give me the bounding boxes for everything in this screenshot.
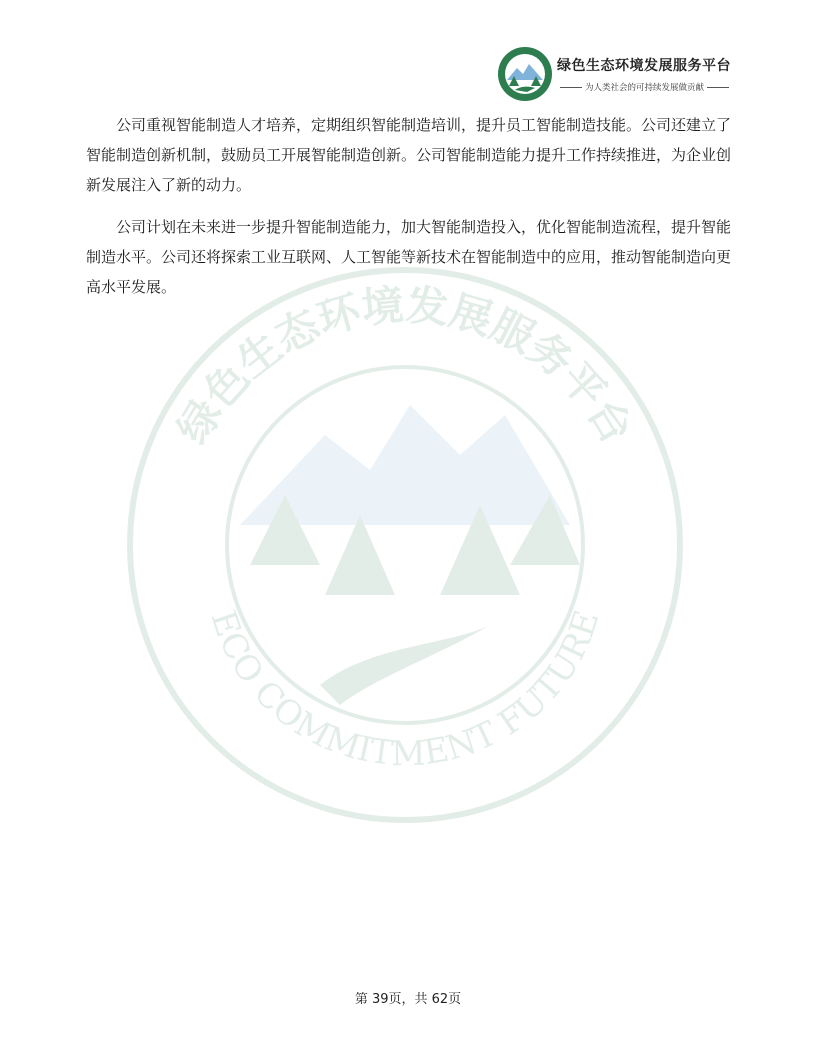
- page-header: [497, 46, 732, 102]
- page-number: 第 39页，共 62页: [354, 992, 462, 1007]
- document-body: [86, 110, 731, 314]
- brand-title: 绿色生态环境发展服务平台: [556, 58, 731, 74]
- divider: [560, 87, 582, 88]
- platform-logo-icon: [497, 46, 553, 102]
- watermark-emblem: [110, 265, 700, 825]
- paragraph: 公司重视智能制造人才培养，定期组织智能制造培训，提升员工智能制造技能。公司还建立了智能制造创新机制，鼓励员工开展智能制造创新。公司智能制造能力提升工作持续推进，为企业创新发展注入了新的动力。: [86, 116, 732, 194]
- svg-text:ECO COMMITMENT FUTURE: [203, 606, 608, 774]
- brand-subtitle: [557, 81, 732, 93]
- watermark-cn-text: 绿色生态环境发展服务平台: [168, 280, 642, 452]
- brand-subtitle-text: 为人类社会的可持续发展做贡献: [584, 83, 704, 93]
- watermark-en-text: ECO COMMITMENT FUTURE: [202, 605, 608, 775]
- paragraph: 公司计划在未来进一步提升智能制造能力，加大智能制造投入，优化智能制造流程，提升智能制造水平。公司还将探索工业互联网、人工智能等新技术在智能制造中的应用，推动智能制造向更高水平发展。: [86, 218, 732, 296]
- divider: [707, 87, 729, 88]
